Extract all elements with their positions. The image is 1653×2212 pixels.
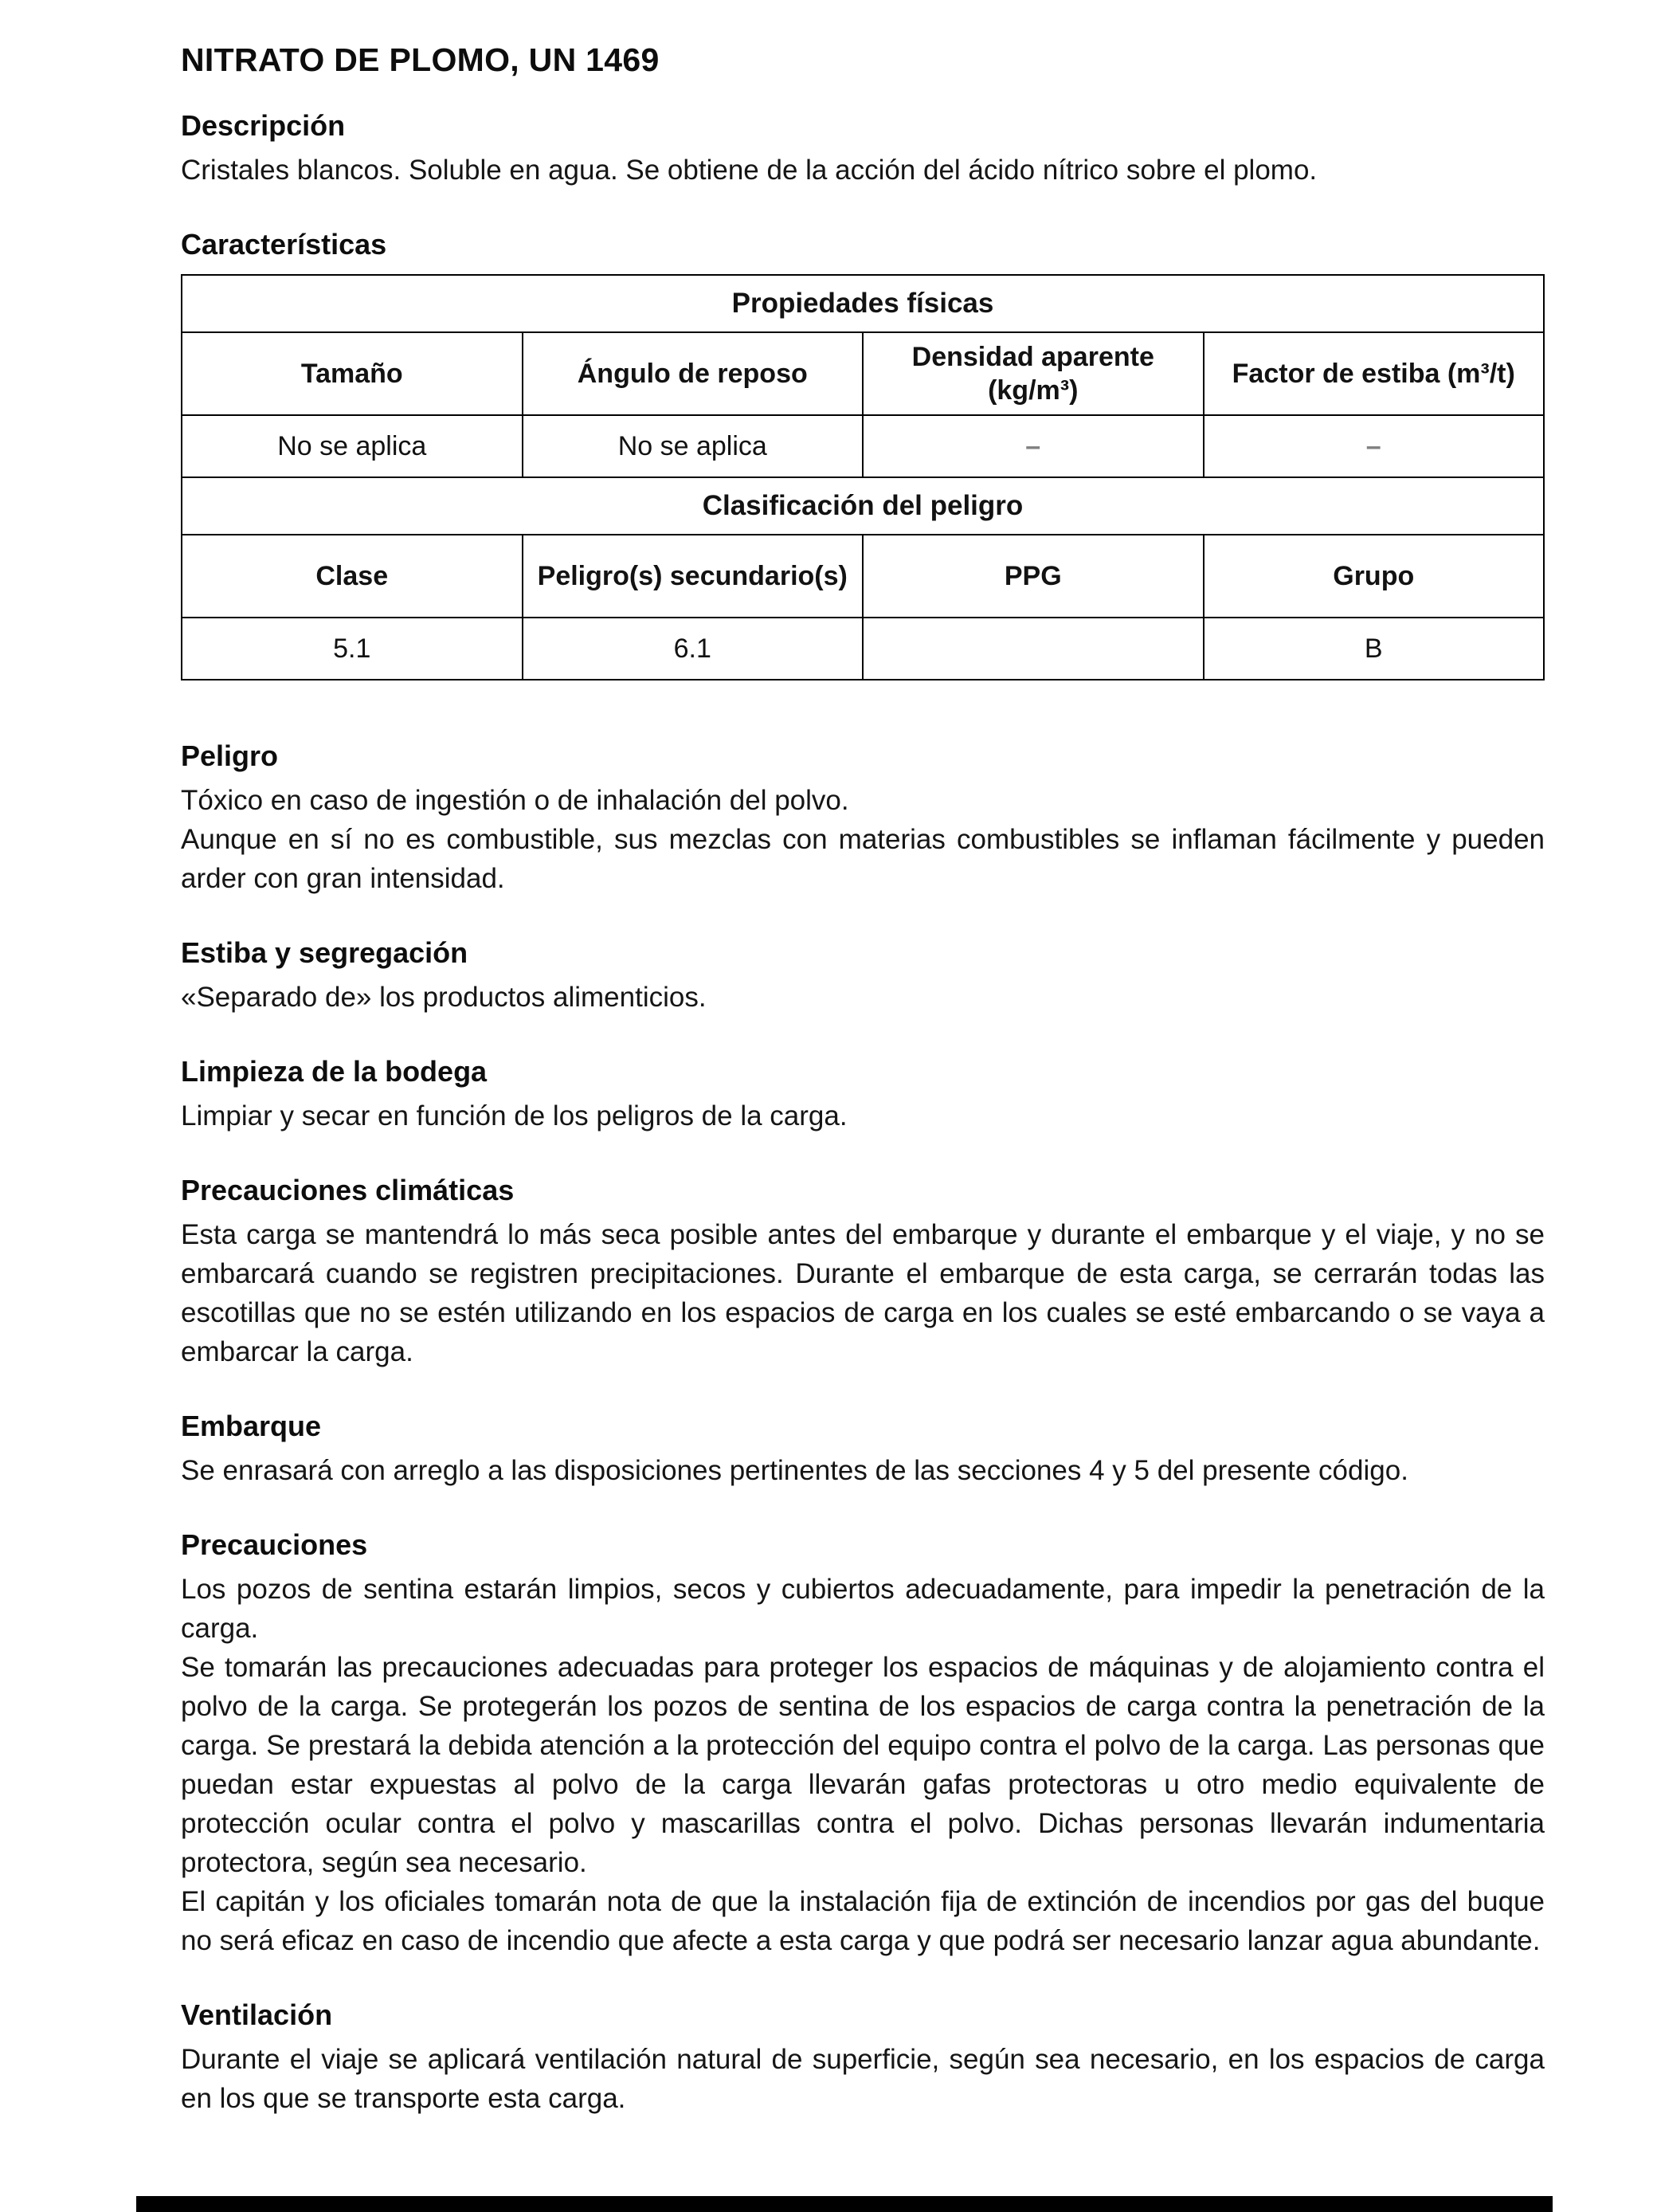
section-embarque [181,1410,1545,1490]
paragraph-precauciones-2: Se tomarán las precauciones adecuadas para proteger los espacios de máquinas y de alojamiento contra el polvo de la carga. Se protegerán los pozos de sentina de los espacios de carga contra la penetración de la carga. Se prestará la debida atención a la protección del equipo contra el polvo de la carga. Las personas que puedan estar expuestas al polvo de la carga llevarán gafas protectoras u otro medio equivalente de protección ocular contra el polvo y mascarillas contra el polvo. Dichas personas llevarán indumentaria protectora, según sea necesario. [181,1652,1545,1878]
heading-limpieza-bodega: Limpieza de la bodega [181,1055,488,1088]
section-precauciones-climaticas [181,1174,1545,1371]
section-caracteristicas [181,228,1545,680]
value-densidad-aparente: – [863,415,1204,477]
value-angulo-reposo: No se aplica [523,415,864,477]
value-ppg [863,618,1204,680]
column-header-tamano: Tamaño [182,332,523,415]
section-precauciones [181,1528,1545,1960]
page-footer-bar [136,2196,1553,2212]
heading-descripcion: Descripción [181,109,346,142]
table-row [182,415,1544,477]
column-header-factor-estiba: Factor de estiba (m³/t) [1204,332,1545,415]
section-descripcion [181,109,1545,190]
value-peligros-secundarios: 6.1 [523,618,864,680]
column-header-peligros-secundarios: Peligro(s) secundario(s) [523,535,864,618]
section-limpieza-bodega [181,1055,1545,1135]
table-row [182,535,1544,618]
properties-table [181,274,1545,680]
paragraph-embarque: Se enrasará con arreglo a las disposiciones pertinentes de las secciones 4 y 5 del presente código. [181,1455,1408,1486]
heading-peligro: Peligro [181,739,279,772]
table-group-header-clasificacion: Clasificación del peligro [182,477,1544,535]
paragraph-precauciones-3: El capitán y los oficiales tomarán nota de que la instalación fija de extinción de incendios por gas del buque no será eficaz en caso de incendio que afecte a esta carga y que podrá ser necesario lanzar agua abundante. [181,1886,1545,1956]
section-ventilacion [181,1998,1545,2118]
paragraph-estiba-segregacion: «Separado de» los productos alimenticios. [181,982,707,1013]
paragraph-descripcion: Cristales blancos. Soluble en agua. Se obtiene de la acción del ácido nítrico sobre el plomo. [181,155,1318,186]
paragraph-precauciones-1: Los pozos de sentina estarán limpios, secos y cubiertos adecuadamente, para impedir la penetración de la carga. [181,1574,1545,1644]
heading-precauciones: Precauciones [181,1528,368,1561]
heading-estiba-segregacion: Estiba y segregación [181,936,468,969]
paragraph-peligro-2: Aunque en sí no es combustible, sus mezclas con materias combustibles se inflaman fácilmente y pueden arder con gran intensidad. [181,824,1545,894]
table-row [182,477,1544,535]
value-grupo: B [1204,618,1545,680]
table-row [182,618,1544,680]
value-factor-estiba: – [1204,415,1545,477]
heading-precauciones-climaticas: Precauciones climáticas [181,1174,515,1206]
paragraph-ventilacion: Durante el viaje se aplicará ventilación natural de superficie, según sea necesario, en los espacios de carga en los que se transporte esta carga. [181,2044,1545,2114]
value-clase: 5.1 [182,618,523,680]
column-header-angulo-reposo: Ángulo de reposo [523,332,864,415]
section-estiba-segregacion [181,936,1545,1017]
table-row [182,332,1544,415]
section-peligro [181,739,1545,898]
heading-caracteristicas: Características [181,228,387,261]
heading-ventilacion: Ventilación [181,1998,333,2031]
page-title: NITRATO DE PLOMO, UN 1469 [181,41,660,78]
paragraph-limpieza-bodega: Limpiar y secar en función de los peligros de la carga. [181,1100,848,1131]
column-header-grupo: Grupo [1204,535,1545,618]
paragraph-peligro-1: Tóxico en caso de ingestión o de inhalación del polvo. [181,785,849,816]
column-header-densidad-aparente: Densidad aparente (kg/m³) [863,332,1204,415]
table-row [182,275,1544,332]
column-header-clase: Clase [182,535,523,618]
value-tamano: No se aplica [182,415,523,477]
heading-embarque: Embarque [181,1410,322,1442]
table-group-header-physical: Propiedades físicas [182,275,1544,332]
column-header-ppg: PPG [863,535,1204,618]
paragraph-precauciones-climaticas: Esta carga se mantendrá lo más seca posible antes del embarque y durante el embarque y el viaje, y no se embarcará cuando se registren precipitaciones. Durante el embarque de esta carga, se cerrarán todas las escotillas que no se estén utilizando en los espacios de carga en los cuales se esté embarcando o se vaya a embarcar la carga. [181,1219,1545,1367]
